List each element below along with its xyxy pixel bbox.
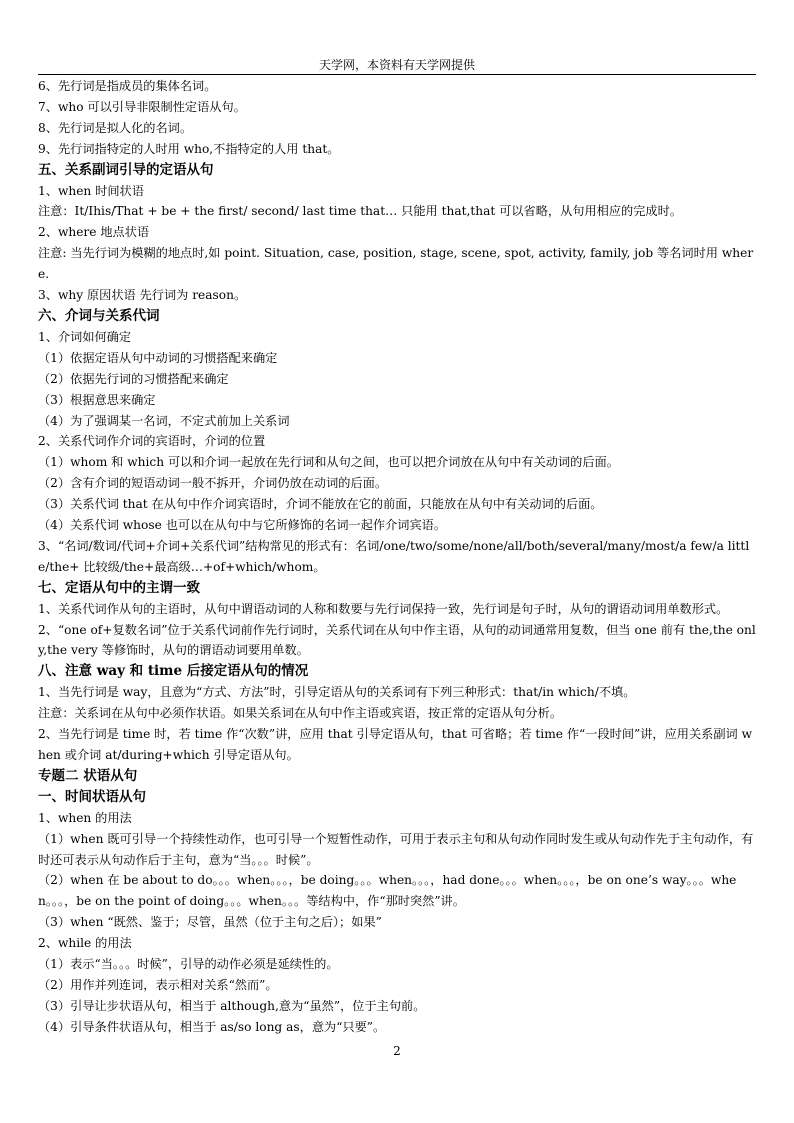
text-line: 2、where 地点状语 [38,225,150,240]
text-line: （4）关系代词 whose 也可以在从句中与它所修饰的名词一起作介词宾语。 [38,518,447,533]
text-line: （2）依据先行词的习惯搭配来确定 [38,371,229,386]
page-header: 天学网，本资料有天学网提供 [318,58,475,72]
text-line: 1、关系代词作从句的主语时，从句中谓语动词的人称和数要与先行词保持一致，先行词是句子时，从句的谓语动词用单数形式。 [38,601,729,616]
section-heading: 六、介词与关系代词 [38,307,160,324]
header-rule [38,74,756,75]
text-line: 2、while 的用法 [38,936,132,951]
text-line: （1）whom 和 which 可以和介词一起放在先行词和从句之间，也可以把介词放在从句中有关动词的后面。 [38,455,619,470]
text-line: （1）when 既可引导一个持续性动作，也可引导一个短暂性动作，可用于表示主句和从句动作同时发生或从句动作先于主句动作，有时还可表示从句动作后于主句，意为“当。。。时候”。 [38,831,754,867]
text-line: 7、who 可以引导非限制性定语从句。 [38,99,246,114]
text-line: 8、先行词是拟人化的名词。 [38,120,193,135]
text-line: （2）用作并列连词，表示相对关系“然而”。 [38,977,278,992]
text-line: 2、当先行词是 time 时，若 time 作“次数”讲，应用 that 引导定语从句，that 可省略；若 time 作“一段时间”讲，应用关系副词 when 或介词 at/during+which 引导定语从句。 [38,727,753,762]
text-line: 3、“名词/数词/代词+介词+关系代词”结构常见的形式有：名词/one/two/some/none/all/both/several/many/most/a few/a little/the+ 比较级/the+最高级…+of+which/whom。 [38,538,750,574]
page-number: 2 [393,1044,401,1058]
text-line: （3）关系代词 that 在从句中作介词宾语时，介词不能放在它的前面，只能放在从句中有关动词的后面。 [38,497,603,512]
text-line: 3、why 原因状语 先行词为 reason。 [38,288,247,303]
text-line: （2）含有介词的短语动词一般不拆开，介词仍放在动词的后面。 [38,476,388,491]
text-line: 9、先行词指特定的人时用 who,不指特定的人用 that。 [38,141,340,156]
section-heading: 专题二 状语从句 [38,767,138,784]
text-line: （1）依据定语从句中动词的习惯搭配来确定 [38,350,278,365]
section-heading: 七、定语从句中的主谓一致 [38,579,200,596]
section-heading: 八、注意 way 和 time 后接定语从句的情况 [38,663,309,680]
text-line: （2）when 在 be about to do。。。when。。。，be doing。。。when。。。，had done。。。when。。。，be on one’s way。。。when。。。，be on the point of doing。。。when。。。等结构中，作“那时突然”讲。 [38,873,737,909]
section-heading: 五、关系副词引导的定语从句 [38,161,214,178]
text-line: 1、when 时间状语 [38,183,144,198]
text-line: 2、“one of+复数名词”位于关系代词前作先行词时，关系代词在从句中作主语，从句的动词通常用复数，但当 one 前有 the,the only,the very 等修饰时，从句的谓语动词要用单数。 [38,622,756,658]
text-line: 注意: 当先行词为模糊的地点时,如 point. Situation, case, position, stage, scene, spot, activity, family, job 等名词时用 where. [38,246,754,282]
text-line: 注意：关系词在从句中必须作状语。如果关系词在从句中作主语或宾语，按正常的定语从句分析。 [38,706,563,721]
text-line: 1、when 的用法 [38,810,132,825]
text-line: 注意：It/Ihis/That + be + the first/ second/ last time that… 只能用 that,that 可以省略，从句用相应的完成时。 [38,204,682,219]
section-heading: 一、时间状语从句 [38,788,146,805]
text-line: （4）引导条件状语从句，相当于 as/so long as，意为“只要”。 [38,1019,386,1034]
text-line: （3）when “既然、鉴于；尽管，虽然（位于主句之后）；如果” [38,915,382,930]
text-line: 6、先行词是指成员的集体名词。 [38,79,217,93]
text-line: 2、关系代词作介词的宾语时，介词的位置 [38,434,266,449]
text-line: （4）为了强调某一名词，不定式前加上关系词 [38,413,290,428]
text-line: （3）根据意思来确定 [38,392,156,407]
text-line: 1、介词如何确定 [38,329,132,344]
text-line: （1）表示“当。。。时候”，引导的动作必须是延续性的。 [38,957,339,972]
document-body [38,76,758,1038]
text-line: 1、当先行词是 way，且意为“方式、方法”时，引导定语从句的关系词有下列三种形式：that/in which/不填。 [38,685,636,700]
text-line: （3）引导让步状语从句，相当于 although,意为“虽然”，位于主句前。 [38,998,426,1013]
